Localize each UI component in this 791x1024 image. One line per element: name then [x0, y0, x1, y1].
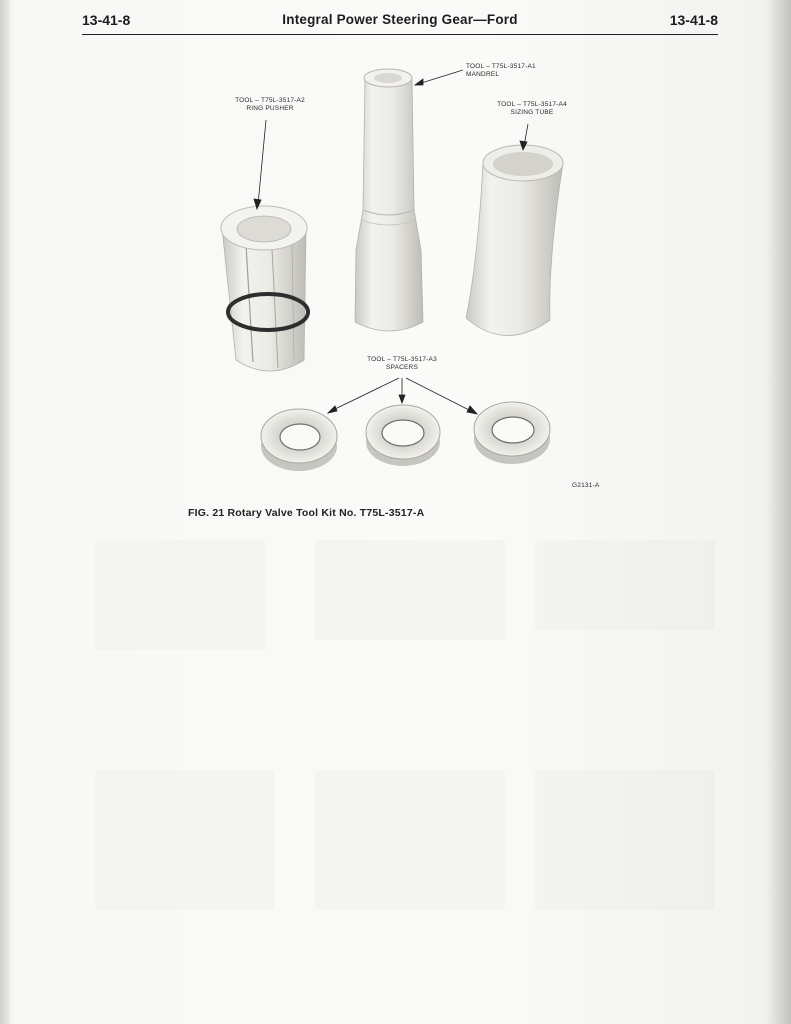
page-number-left: 13-41-8: [82, 12, 131, 28]
page-number-right: 13-41-8: [669, 12, 718, 28]
spacers-arrowhead-2: [399, 395, 405, 403]
spacers-arrowhead-3: [467, 406, 477, 414]
spacer-1: [261, 409, 337, 471]
sizing-tube-label: [486, 101, 578, 117]
sizing-tube-tool-number: TOOL – T75L-3517-A4: [497, 101, 567, 108]
mandrel-tool: [355, 69, 423, 331]
mandrel-leader-line: [418, 70, 463, 84]
ring-pusher-tool-number: TOOL – T75L-3517-A2: [235, 97, 305, 104]
ring-pusher-leader-line: [258, 120, 266, 205]
spacers-leader-line-1: [331, 378, 399, 411]
mandrel-label: [466, 63, 536, 79]
spacers-tool-number: TOOL – T75L-3517-A3: [367, 356, 437, 363]
sizing-tube-tool-name: SIZING TUBE: [510, 109, 554, 116]
spacers-label: [356, 356, 448, 372]
mandrel-tool-name: MANDREL: [466, 71, 500, 78]
spacer-2: [366, 405, 440, 466]
spacers-tool-name: SPACERS: [386, 364, 418, 371]
spacer-3: [474, 402, 550, 464]
mandrel-tool-number: TOOL – T75L-3517-A1: [466, 63, 536, 70]
figure-id: G2131-A: [572, 482, 600, 489]
mandrel-arrowhead: [415, 79, 423, 85]
ring-pusher-tool-name: RING PUSHER: [246, 105, 294, 112]
spacers-arrowhead-1: [328, 406, 337, 413]
page-title: Integral Power Steering Gear—Ford: [282, 12, 518, 27]
sizing-tube-tool: [466, 145, 563, 336]
figure-caption: FIG. 21 Rotary Valve Tool Kit No. T75L-3517-A: [188, 507, 425, 519]
ring-pusher-tool: [221, 206, 308, 371]
ring-pusher-label: [224, 97, 316, 113]
